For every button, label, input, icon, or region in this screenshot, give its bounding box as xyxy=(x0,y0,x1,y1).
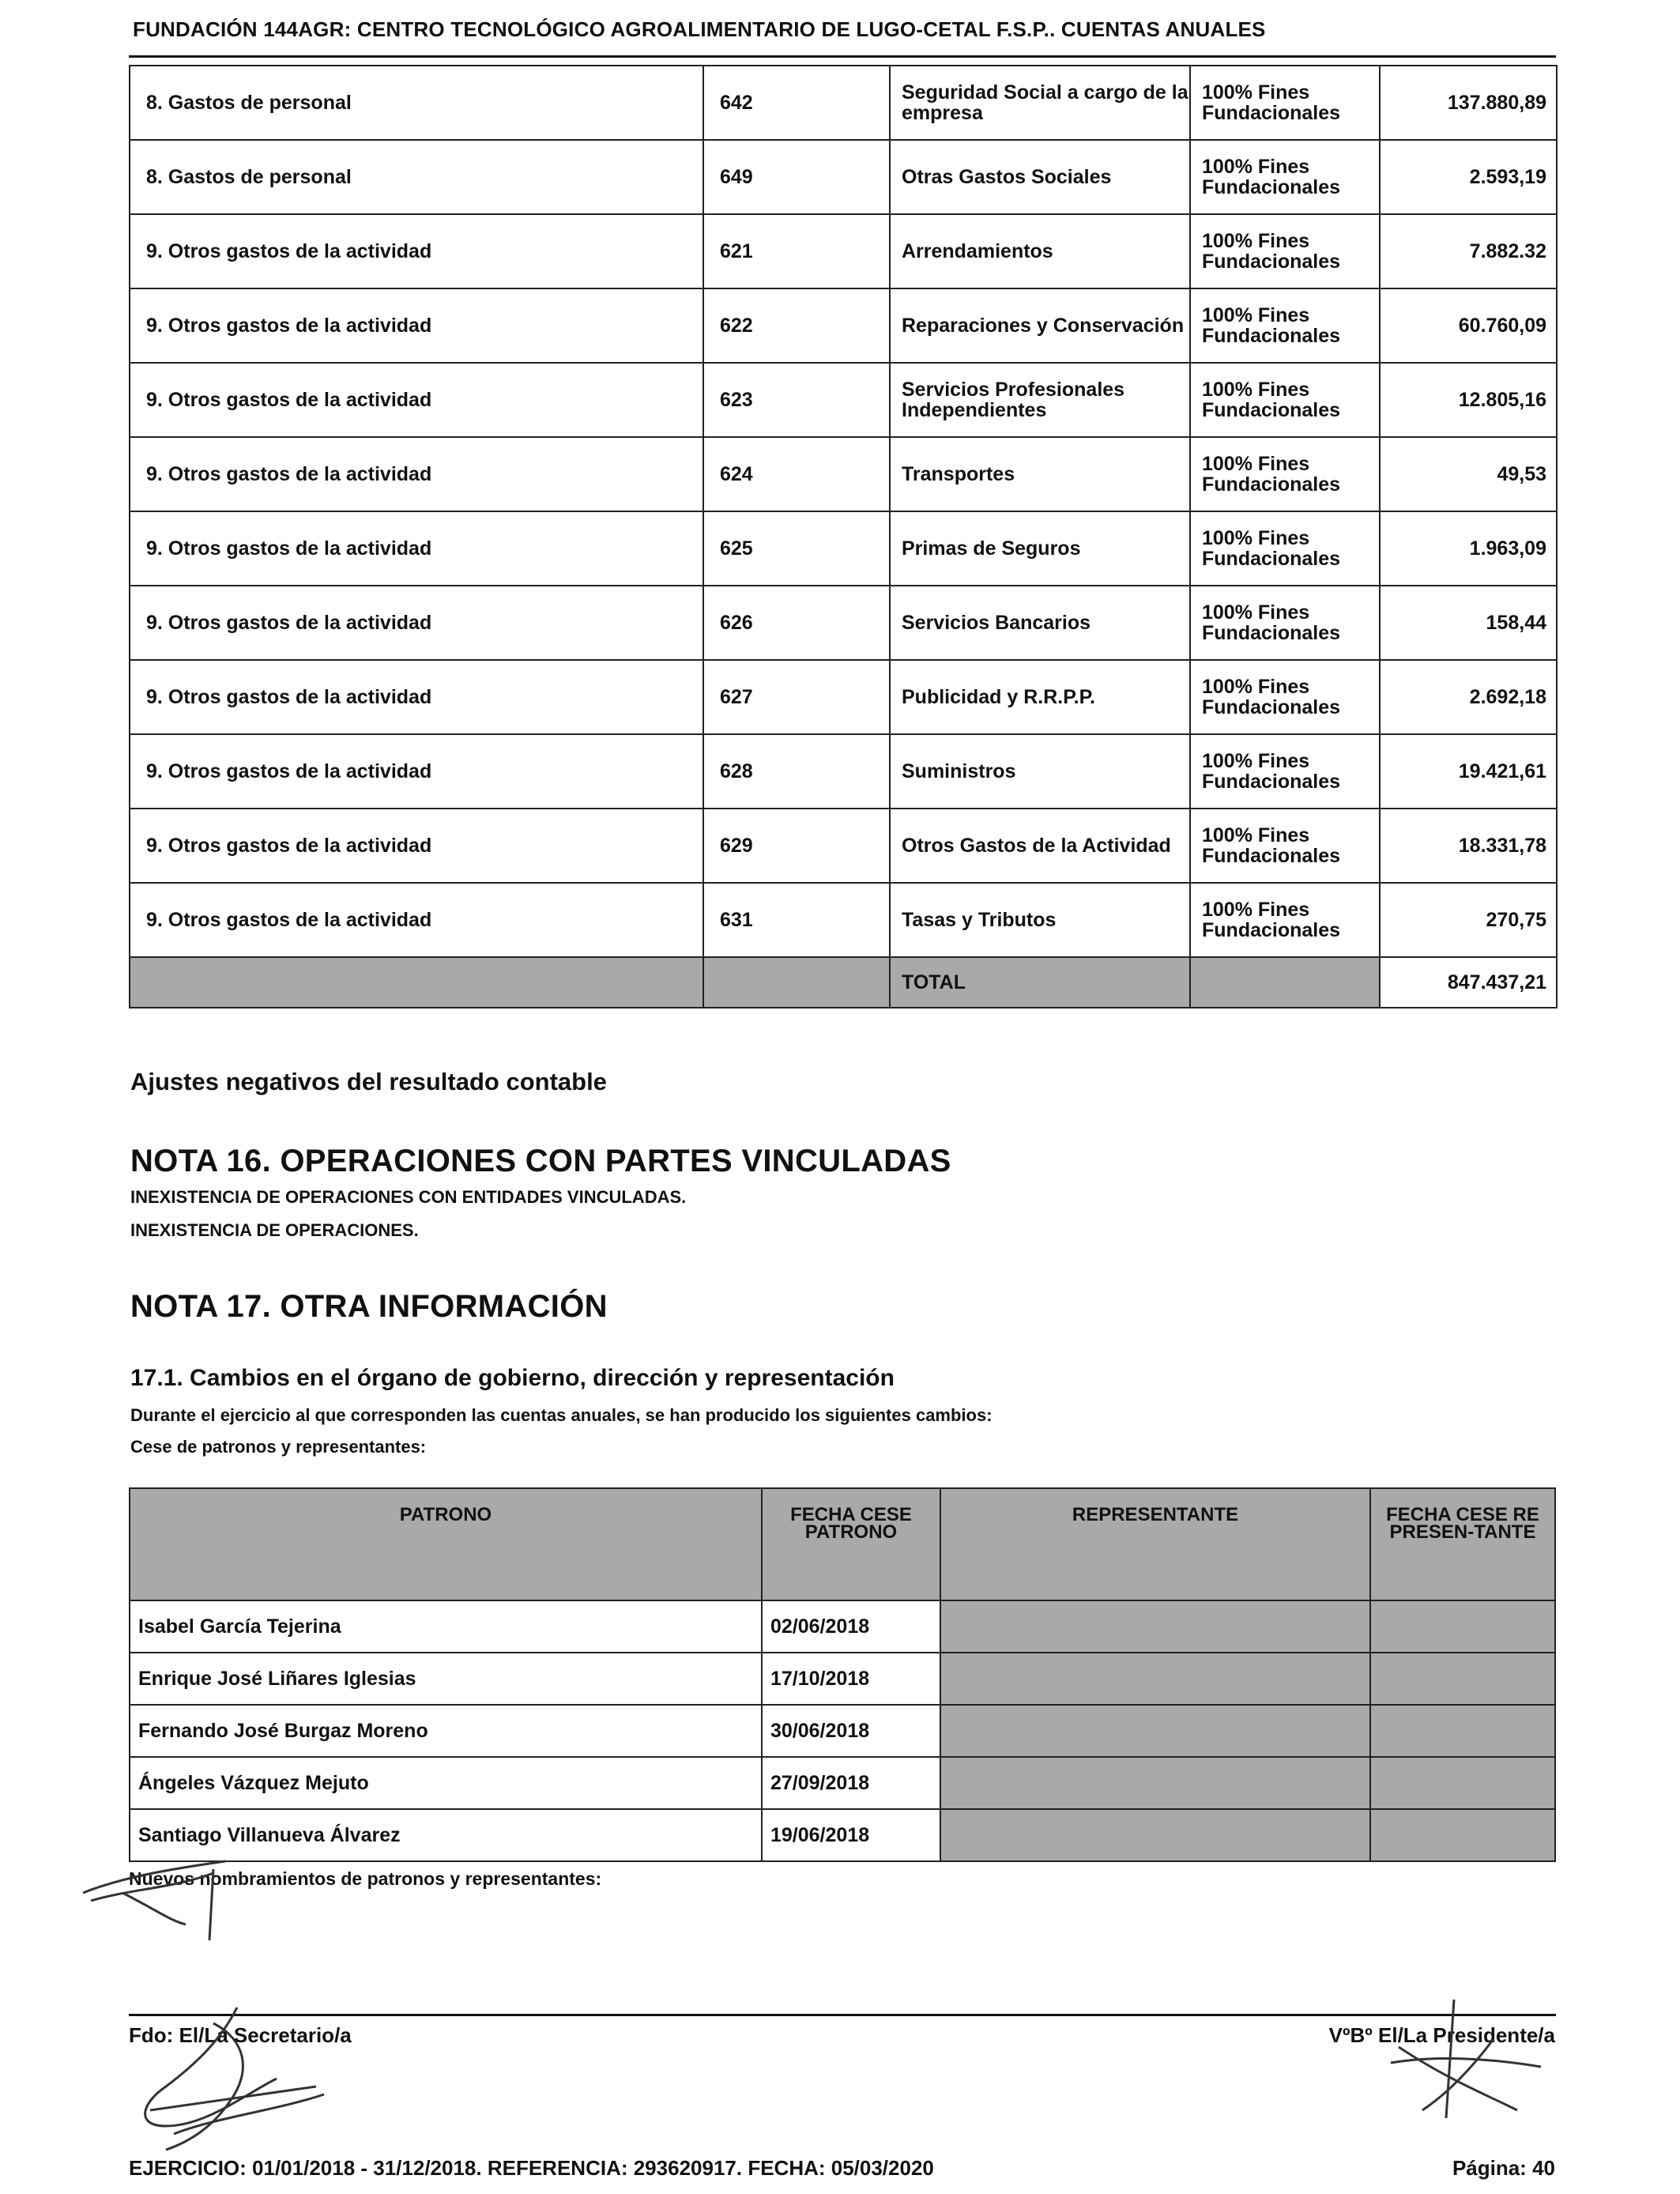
expense-row xyxy=(130,363,1557,437)
cell-destino: 100% Fines Fundacionales xyxy=(1190,214,1380,288)
cell-partida: 9. Otros gastos de la actividad xyxy=(130,734,703,809)
ejercicio-info: EJERCICIO: 01/01/2018 - 31/12/2018. REFERENCIA: 293620917. FECHA: 05/03/2020 xyxy=(129,2156,934,2180)
cell-cuenta: 621 xyxy=(703,214,890,288)
expense-row xyxy=(130,140,1557,214)
cell-importe: 18.331,78 xyxy=(1380,809,1557,883)
cell-fecha-cese: 30/06/2018 xyxy=(762,1705,940,1757)
cese-table-header-row xyxy=(130,1488,1555,1600)
cell-destino: 100% Fines Fundacionales xyxy=(1190,140,1380,214)
header-representante: REPRESENTANTE xyxy=(940,1488,1370,1600)
expense-row xyxy=(130,288,1557,363)
nota16-line2: INEXISTENCIA DE OPERACIONES. xyxy=(130,1220,419,1240)
cell-fecha-cese: 27/09/2018 xyxy=(762,1757,940,1809)
cell-cuenta: 623 xyxy=(703,363,890,437)
cell-destino: 100% Fines Fundacionales xyxy=(1190,586,1380,660)
nuevos-label: Nuevos nombramientos de patronos y representantes: xyxy=(129,1868,602,1889)
cell-partida: 9. Otros gastos de la actividad xyxy=(130,288,703,363)
cell-cuenta: 624 xyxy=(703,437,890,511)
header-fecha-cese-patrono: FECHA CESE PATRONO xyxy=(762,1488,940,1600)
expense-row xyxy=(130,809,1557,883)
cell-importe: 2.593,19 xyxy=(1380,140,1557,214)
cell-partida: 9. Otros gastos de la actividad xyxy=(130,437,703,511)
cell-cuenta: 622 xyxy=(703,288,890,363)
cell-concepto: Otros Gastos de la Actividad xyxy=(890,809,1190,883)
nota17-intro: Durante el ejercicio al que corresponden las cuentas anuales, se han producido los siguientes cambios: xyxy=(130,1405,993,1425)
cell-cuenta: 649 xyxy=(703,140,890,214)
expense-row xyxy=(130,214,1557,288)
cell-concepto: Tasas y Tributos xyxy=(890,883,1190,957)
cell-partida: 9. Otros gastos de la actividad xyxy=(130,214,703,288)
expense-table xyxy=(129,65,1558,1008)
cese-row xyxy=(130,1705,1555,1757)
expense-row xyxy=(130,883,1557,957)
cell-importe: 49,53 xyxy=(1380,437,1557,511)
cell-patrono: Isabel García Tejerina xyxy=(130,1600,762,1653)
cell-destino: 100% Fines Fundacionales xyxy=(1190,883,1380,957)
header-fecha-cese-representante: FECHA CESE REPRESEN-TANTE xyxy=(1370,1488,1555,1600)
total-blank-cell xyxy=(1190,957,1380,1008)
cell-partida: 9. Otros gastos de la actividad xyxy=(130,809,703,883)
cell-cuenta: 631 xyxy=(703,883,890,957)
cell-destino: 100% Fines Fundacionales xyxy=(1190,437,1380,511)
cell-concepto: Seguridad Social a cargo de la empresa xyxy=(890,66,1190,140)
cell-concepto: Reparaciones y Conservación xyxy=(890,288,1190,363)
cell-concepto: Transportes xyxy=(890,437,1190,511)
cell-partida: 9. Otros gastos de la actividad xyxy=(130,586,703,660)
cell-importe: 1.963,09 xyxy=(1380,511,1557,586)
cell-fecha-representante-empty xyxy=(1370,1653,1555,1705)
expense-table-body xyxy=(130,66,1557,1008)
cese-label: Cese de patronos y representantes: xyxy=(130,1437,427,1457)
cell-fecha-representante-empty xyxy=(1370,1809,1555,1861)
cell-cuenta: 629 xyxy=(703,809,890,883)
cell-representante-empty xyxy=(940,1600,1370,1653)
expense-total-row xyxy=(130,957,1557,1008)
cell-concepto: Suministros xyxy=(890,734,1190,809)
cell-concepto: Arrendamientos xyxy=(890,214,1190,288)
cell-patrono: Santiago Villanueva Álvarez xyxy=(130,1809,762,1861)
cese-row xyxy=(130,1757,1555,1809)
cell-partida: 8. Gastos de personal xyxy=(130,140,703,214)
cell-fecha-representante-empty xyxy=(1370,1705,1555,1757)
cell-representante-empty xyxy=(940,1705,1370,1757)
cell-representante-empty xyxy=(940,1809,1370,1861)
cell-concepto: Servicios Bancarios xyxy=(890,586,1190,660)
cell-importe: 60.760,09 xyxy=(1380,288,1557,363)
page-number: Página: 40 xyxy=(1452,2156,1555,2180)
nota17-title: NOTA 17. OTRA INFORMACIÓN xyxy=(130,1289,608,1324)
cell-importe: 19.421,61 xyxy=(1380,734,1557,809)
cell-cuenta: 642 xyxy=(703,66,890,140)
cell-importe: 137.880,89 xyxy=(1380,66,1557,140)
total-blank-cell xyxy=(703,957,890,1008)
cell-cuenta: 625 xyxy=(703,511,890,586)
cell-partida: 9. Otros gastos de la actividad xyxy=(130,883,703,957)
cell-destino: 100% Fines Fundacionales xyxy=(1190,66,1380,140)
cell-representante-empty xyxy=(940,1757,1370,1809)
header-patrono: PATRONO xyxy=(130,1488,762,1600)
cell-partida: 8. Gastos de personal xyxy=(130,66,703,140)
cell-destino: 100% Fines Fundacionales xyxy=(1190,809,1380,883)
secretario-signature-graphic xyxy=(119,1992,348,2166)
cese-row xyxy=(130,1653,1555,1705)
cell-patrono: Fernando José Burgaz Moreno xyxy=(130,1705,762,1757)
total-value: 847.437,21 xyxy=(1380,957,1557,1008)
cell-fecha-representante-empty xyxy=(1370,1600,1555,1653)
cell-importe: 270,75 xyxy=(1380,883,1557,957)
cell-destino: 100% Fines Fundacionales xyxy=(1190,660,1380,734)
cell-partida: 9. Otros gastos de la actividad xyxy=(130,660,703,734)
header-divider xyxy=(129,55,1556,58)
total-label: TOTAL xyxy=(890,957,1190,1008)
cell-fecha-cese: 17/10/2018 xyxy=(762,1653,940,1705)
cese-row xyxy=(130,1809,1555,1861)
cell-fecha-cese: 02/06/2018 xyxy=(762,1600,940,1653)
presidente-signature-graphic xyxy=(1375,1992,1557,2126)
cese-table-body xyxy=(130,1600,1555,1861)
cell-destino: 100% Fines Fundacionales xyxy=(1190,288,1380,363)
cell-destino: 100% Fines Fundacionales xyxy=(1190,363,1380,437)
cell-destino: 100% Fines Fundacionales xyxy=(1190,734,1380,809)
cell-fecha-representante-empty xyxy=(1370,1757,1555,1809)
cell-cuenta: 626 xyxy=(703,586,890,660)
cell-patrono: Ángeles Vázquez Mejuto xyxy=(130,1757,762,1809)
ajustes-heading: Ajustes negativos del resultado contable xyxy=(130,1068,607,1095)
cell-cuenta: 627 xyxy=(703,660,890,734)
cell-partida: 9. Otros gastos de la actividad xyxy=(130,363,703,437)
expense-row xyxy=(130,734,1557,809)
cell-importe: 158,44 xyxy=(1380,586,1557,660)
expense-row xyxy=(130,437,1557,511)
nota16-title: NOTA 16. OPERACIONES CON PARTES VINCULADAS xyxy=(130,1144,951,1178)
cell-patrono: Enrique José Liñares Iglesias xyxy=(130,1653,762,1705)
presidente-label: VºBº El/La Presidente/a xyxy=(1328,2023,1555,2047)
cell-destino: 100% Fines Fundacionales xyxy=(1190,511,1380,586)
cell-partida: 9. Otros gastos de la actividad xyxy=(130,511,703,586)
footer-divider xyxy=(129,2014,1556,2016)
cell-concepto: Otras Gastos Sociales xyxy=(890,140,1190,214)
cese-row xyxy=(130,1600,1555,1653)
cese-table xyxy=(129,1487,1556,1862)
cell-concepto: Servicios Profesionales Independientes xyxy=(890,363,1190,437)
cell-cuenta: 628 xyxy=(703,734,890,809)
expense-row xyxy=(130,660,1557,734)
cell-importe: 12.805,16 xyxy=(1380,363,1557,437)
total-blank-cell xyxy=(130,957,703,1008)
expense-row xyxy=(130,586,1557,660)
expense-row xyxy=(130,511,1557,586)
page-header-title: FUNDACIÓN 144AGR: CENTRO TECNOLÓGICO AGROALIMENTARIO DE LUGO-CETAL F.S.P.. CUENTAS ANUALES xyxy=(133,17,1266,41)
initials-signature-graphic xyxy=(75,1845,265,1956)
cell-concepto: Publicidad y R.R.P.P. xyxy=(890,660,1190,734)
cell-fecha-cese: 19/06/2018 xyxy=(762,1809,940,1861)
cell-importe: 2.692,18 xyxy=(1380,660,1557,734)
nota16-line1: INEXISTENCIA DE OPERACIONES CON ENTIDADES VINCULADAS. xyxy=(130,1187,687,1207)
cell-concepto: Primas de Seguros xyxy=(890,511,1190,586)
cell-representante-empty xyxy=(940,1653,1370,1705)
secretario-label: Fdo: El/La Secretario/a xyxy=(129,2023,352,2047)
expense-row xyxy=(130,66,1557,140)
cell-importe: 7.882.32 xyxy=(1380,214,1557,288)
nota17-subtitle: 17.1. Cambios en el órgano de gobierno, dirección y representación xyxy=(130,1365,895,1391)
